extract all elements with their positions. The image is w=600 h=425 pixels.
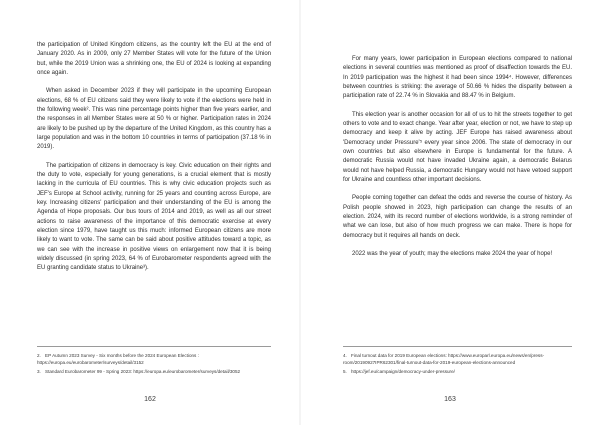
left-paragraph-3: The participation of citizens in democracy is key. Civic education on their rights and the duty to vote, especially for young generations, is a crucial element that is mostly lacking in the curricula of EU countries. This is why civic education projects such as JEF's Europe at School activity, running for 25 years and counting across Europe, are key. Increasing citizens' participation and their understanding of the EU is among the Agenda of Hope proposals. Our bus tours of 2014 and 2019, as well as all our street actions to raise awareness of the importance of this democratic exercise at every election since 1979, have taught us this much: informed European citizens are more likely to want to vote. The same can be said about positive attitudes toward a topic, as we can see with the increase in positive views on enlargement now that it is being widely discussed (in spring 2023, 64 % of Eurobarometer respondents agreed with the EU granting candidate status to Ukraine³). <box>37 162 271 272</box>
right-paragraph-2: This election year is another occasion for all of us to hit the streets together to get others to vote and to exact change. Year after year, election or not, we have to step up democracy and keep it alive by acting. JEF Europe has raised awareness about 'Democracy under Pressure'⁵ every year since 2006. The state of democracy in our own countries but also elsewhere in Europe is fundamental for the future. A democratic Russia would not have invaded Ukraine again, a democratic Belarus would not have helped Russia, a democratic Hungary would not have vetoed support for Ukraine and countless other important decisions. <box>343 111 572 183</box>
footnote-3 <box>37 369 271 376</box>
footnote-text: Standard Eurobarometer 99 - Spring 2023: https://europa.eu/eurobarometer/surveys/detail/3052 <box>45 369 241 375</box>
footnote-number: 5. <box>343 369 347 375</box>
left-page-number: 162 <box>144 396 156 403</box>
footnote-number: 3. <box>37 369 41 375</box>
right-page <box>300 0 600 425</box>
right-footnotes <box>343 346 572 379</box>
footnote-text: https://jef.eu/campaign/democracy-under-pressure/ <box>351 369 455 375</box>
footnote-5 <box>343 369 572 376</box>
right-paragraph-3: People coming together can defeat the odds and reverse the course of history. As Polish people showed in 2023, high participation can change the results of an election. 2024, with its record number of elections worldwide, is a strong reminder of what we can lose, but also of how much progress we can make. There is hope for democracy but it requires all hands on deck. <box>343 195 572 239</box>
left-footnotes <box>37 346 271 379</box>
right-paragraph-4: 2022 was the year of youth; may the elections make 2024 the year of hope! <box>352 251 553 258</box>
footnote-number: 4. <box>343 353 347 358</box>
right-paragraph-1: For many years, lower participation in European elections compared to national elections in several countries was mentioned as proof of disaffection towards the EU. In 2019 participation was the highest it had been since 1994⁴. However, differences between countries is striking: the average of 50.66 % hides the disparity between a participation rate of 22.74 % in Slovakia and 88.47 % in Belgium. <box>343 56 572 100</box>
footnote-2 <box>37 353 271 366</box>
right-body-text <box>343 55 572 269</box>
footnote-text: EP Autumn 2023 Survey - Six months before the 2024 European Elections : https://europa.eu/eurobarometer/surveys/detail/3152 <box>37 353 199 365</box>
left-paragraph-2: When asked in December 2023 if they will participate in the upcoming European elections, 68 % of EU citizens said they were likely to vote if the elections were held in the following week². This was nine percentage points higher than five years earlier, and the responses in all Member States were at 50 % or higher. Participation rates in 2024 are likely to be pushed up by the departure of the United Kingdom, as this country has a large population and was in the bottom 10 countries in terms of participation (37.18 % in 2019). <box>37 88 271 151</box>
right-page-number: 163 <box>444 396 456 403</box>
footnote-4 <box>343 353 572 366</box>
footnote-text: Final turnout data for 2019 European elections: https://www.europarl.europa.eu/news/en/press-room/20190927IPR62301/final-turnout-data-for-2019-european-elections-announced <box>343 353 545 365</box>
left-body-text <box>37 41 271 283</box>
left-paragraph-1: the participation of United Kingdom citizens, as the country left the EU at the end of January 2020. As in 2009, only 27 Member States will vote for the future of the Union but, while the 2019 Union was a shrinking one, the EU of 2024 is looking at expanding once again. <box>37 42 271 76</box>
footnote-number: 2. <box>37 353 41 358</box>
